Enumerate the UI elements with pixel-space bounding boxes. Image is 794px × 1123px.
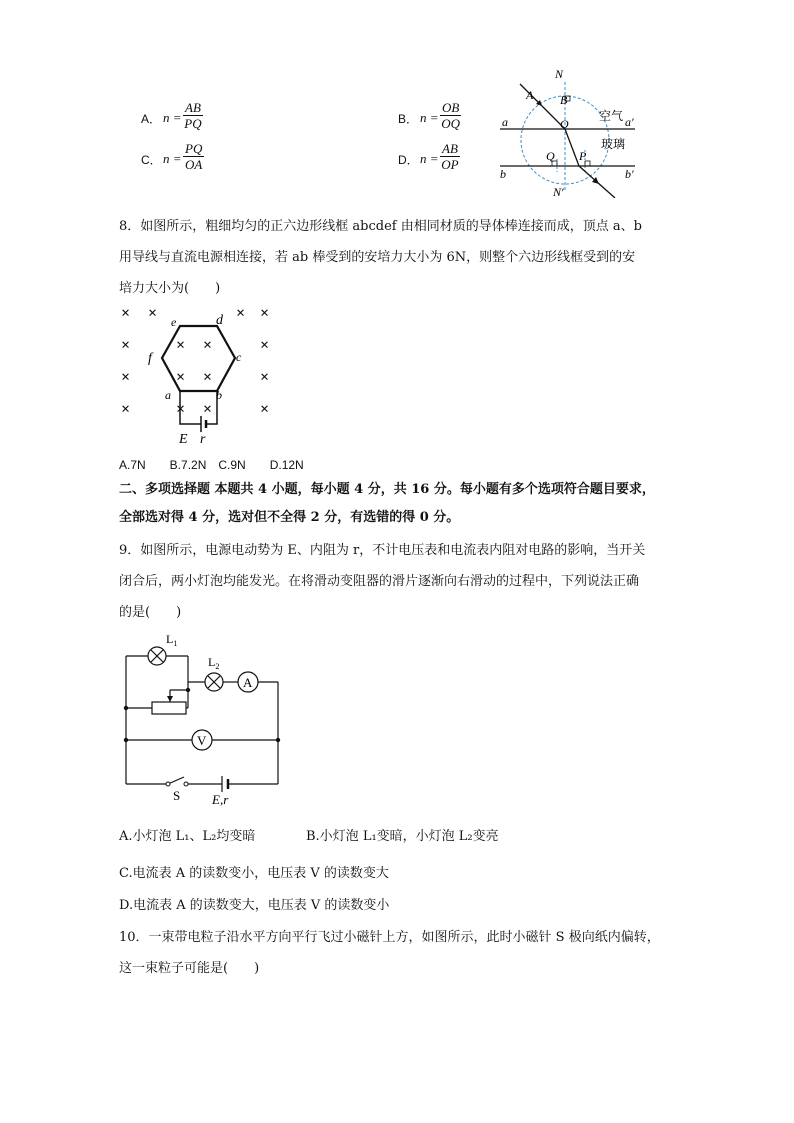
q9-line-1: 9．如图所示，电源电动势为 E、内阻为 r，不计电压表和电流表内阻对电路的影响，当开关	[119, 543, 646, 558]
label-glass: 玻璃	[601, 137, 626, 151]
denominator: OP	[441, 157, 459, 172]
ammeter-icon	[238, 672, 258, 692]
label-b: b	[500, 167, 506, 181]
ammeter-label: A	[243, 675, 253, 690]
circuit-figure	[118, 632, 288, 810]
option-label: C．	[141, 153, 162, 167]
label-q: Q	[546, 149, 555, 163]
q8-line-3: 培力大小为( )	[119, 281, 221, 296]
option-label: A．	[141, 112, 162, 126]
label-b: b	[216, 388, 222, 402]
formula-lhs: n =	[163, 110, 182, 125]
fraction	[183, 141, 204, 172]
svg-text:×: ×	[121, 305, 131, 322]
q8-line-2: 用导线与直流电源相连接，若 ab 棒受到的安培力大小为 6N，则整个六边形线框受到的安	[119, 250, 636, 265]
option-label: D．	[398, 153, 419, 167]
svg-text:×: ×	[236, 305, 246, 322]
formula-lhs: n =	[420, 151, 439, 166]
label-d: d	[216, 313, 223, 328]
numerator: AB	[185, 100, 201, 115]
lamp-l2-icon	[205, 673, 223, 691]
svg-text:×: ×	[176, 401, 186, 418]
svg-text:×: ×	[260, 369, 270, 386]
label-o: O	[560, 117, 569, 131]
label-p: P	[579, 149, 587, 163]
hexagon-field-figure	[115, 302, 280, 450]
svg-text:×: ×	[176, 337, 186, 354]
q9-option-b: B.小灯泡 L₁变暗，小灯泡 L₂变亮	[306, 829, 499, 844]
q9-option-a: A.小灯泡 L₁、L₂均变暗	[119, 829, 256, 844]
option-label: B．	[398, 112, 419, 126]
label-l2: $L_2$	[208, 655, 220, 671]
numerator: AB	[442, 141, 458, 156]
refraction-figure	[495, 62, 645, 198]
numerator: OB	[442, 100, 460, 115]
lamp-l1-icon	[148, 647, 166, 665]
section2-line-2: 全部选对得 4 分，选对但不全得 2 分，有选错的得 0 分。	[119, 510, 460, 525]
numerator: PQ	[185, 141, 203, 156]
q9-option-c: C.电流表 A 的读数变小，电压表 V 的读数变大	[119, 866, 389, 881]
denominator: OQ	[441, 116, 461, 131]
svg-text:×: ×	[121, 369, 131, 386]
label-air: 空气	[599, 109, 624, 123]
fraction	[440, 100, 461, 131]
q9-option-d: D.电流表 A 的读数变大，电压表 V 的读数变小	[119, 898, 390, 913]
label-a-prime: a′	[625, 115, 634, 129]
svg-text:×: ×	[121, 337, 131, 354]
fraction	[183, 100, 203, 131]
svg-text:×: ×	[260, 305, 270, 322]
label-b-prime: b′	[625, 167, 634, 181]
svg-text:×: ×	[260, 401, 270, 418]
label-n: N	[555, 67, 564, 81]
label-switch: S	[173, 788, 181, 803]
label-a-point: A	[526, 88, 534, 102]
magnetic-field-marks	[121, 305, 269, 418]
section2-line-1: 二、多项选择题 本题共 4 小题，每小题 4 分，共 16 分。每小题有多个选项符合题目要求，	[119, 482, 655, 497]
denominator: OA	[185, 157, 203, 172]
fraction	[440, 141, 460, 172]
voltmeter-icon	[192, 730, 212, 750]
formula-lhs: n =	[420, 110, 439, 125]
svg-text:×: ×	[121, 401, 131, 418]
svg-text:×: ×	[260, 337, 270, 354]
svg-text:×: ×	[148, 305, 158, 322]
svg-text:×: ×	[203, 369, 213, 386]
label-source: E,r	[212, 792, 229, 807]
denominator: PQ	[184, 116, 202, 131]
formula-lhs: n =	[163, 151, 182, 166]
label-c: c	[236, 350, 242, 364]
label-b-point: B	[560, 93, 568, 107]
label-a: a	[165, 388, 171, 402]
svg-text:×: ×	[203, 337, 213, 354]
q10-line-1: 10．一束带电粒子沿水平方向平行飞过小磁针上方，如图所示，此时小磁针 S 极向纸内偏转，	[119, 930, 660, 945]
svg-text:×: ×	[203, 401, 213, 418]
label-n-prime: N′	[553, 185, 564, 198]
svg-text:×: ×	[176, 369, 186, 386]
label-a: a	[502, 115, 508, 129]
label-e: e	[171, 315, 177, 329]
voltmeter-label: V	[197, 733, 207, 748]
q10-line-2: 这一束粒子可能是( )	[119, 961, 260, 976]
q9-line-3: 的是( )	[119, 605, 182, 620]
q8-line-1: 8．如图所示，粗细均匀的正六边形线框 abcdef 由相同材质的导体棒连接而成，顶点 a、b	[119, 219, 642, 234]
label-r: r	[200, 432, 206, 447]
label-l1: $L_1$	[166, 632, 178, 648]
q9-line-2: 闭合后，两小灯泡均能发光。在将滑动变阻器的滑片逐渐向右滑动的过程中，下列说法正确	[119, 574, 640, 589]
label-f: f	[148, 351, 152, 366]
label-e-source: E	[179, 432, 188, 447]
q8-options: A.7N B.7.2N C.9N D.12N	[119, 458, 304, 472]
